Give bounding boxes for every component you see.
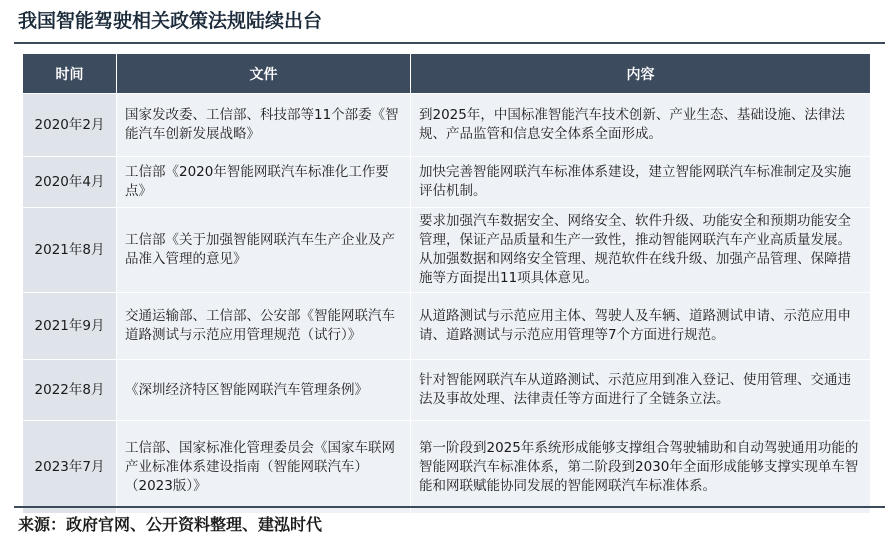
cell-document: 交通运输部、工信部、公安部《智能网联汽车道路测试与示范应用管理规范（试行）》	[117, 293, 411, 360]
page-title: 我国智能驾驶相关政策法规陆续出台	[18, 10, 323, 32]
cell-content: 要求加强汽车数据安全、网络安全、软件升级、功能安全和预期功能安全管理，保证产品质量和生产一致性，推动智能网联汽车产业高质量发展。从加强数据和网络安全管理、规范软件在线升级、加强产品管理、保障措施等方面提出11项具体意见。	[411, 208, 871, 293]
table-row	[23, 94, 871, 157]
cell-document: 国家发改委、工信部、科技部等11个部委《智能汽车创新发展战略》	[117, 94, 411, 157]
cell-document: 工信部、国家标准化管理委员会《国家车联网产业标准体系建设指南（智能网联汽车）（2023版）》	[117, 421, 411, 514]
cell-document: 《深圳经济特区智能网联汽车管理条例》	[117, 360, 411, 421]
table-row	[23, 157, 871, 208]
column-header-document: 文件	[117, 54, 411, 94]
cell-time: 2020年4月	[23, 157, 117, 208]
table-header-row	[23, 54, 871, 94]
cell-content: 第一阶段到2025年系统形成能够支撑组合驾驶辅助和自动驾驶通用功能的智能网联汽车标准体系，第二阶段到2030年全面形成能够支撑实现单车智能和网联赋能协同发展的智能网联汽车标准体系。	[411, 421, 871, 514]
cell-content: 到2025年，中国标准智能汽车技术创新、产业生态、基础设施、法律法规、产品监管和信息安全体系全面形成。	[411, 94, 871, 157]
column-header-time: 时间	[23, 54, 117, 94]
cell-time: 2023年7月	[23, 421, 117, 514]
cell-content: 针对智能网联汽车从道路测试、示范应用到准入登记、使用管理、交通违法及事故处理、法律责任等方面进行了全链条立法。	[411, 360, 871, 421]
table-row	[23, 360, 871, 421]
cell-document: 工信部《关于加强智能网联汽车生产企业及产品准入管理的意见》	[117, 208, 411, 293]
cell-content: 加快完善智能网联汽车标准体系建设，建立智能网联汽车标准制定及实施评估机制。	[411, 157, 871, 208]
column-header-content: 内容	[411, 54, 871, 94]
policy-table	[22, 53, 871, 514]
cell-time: 2020年2月	[23, 94, 117, 157]
source-note: 来源：政府官网、公开资料整理、建泓时代	[18, 515, 323, 534]
cell-content: 从道路测试与示范应用主体、驾驶人及车辆、道路测试申请、示范应用申请、道路测试与示范应用管理等7个方面进行规范。	[411, 293, 871, 360]
table-row	[23, 421, 871, 514]
source-divider	[14, 506, 885, 508]
cell-time: 2021年8月	[23, 208, 117, 293]
cell-time: 2022年8月	[23, 360, 117, 421]
table-row	[23, 208, 871, 293]
cell-time: 2021年9月	[23, 293, 117, 360]
cell-document: 工信部《2020年智能网联汽车标准化工作要点》	[117, 157, 411, 208]
table-row	[23, 293, 871, 360]
title-divider	[14, 42, 885, 44]
